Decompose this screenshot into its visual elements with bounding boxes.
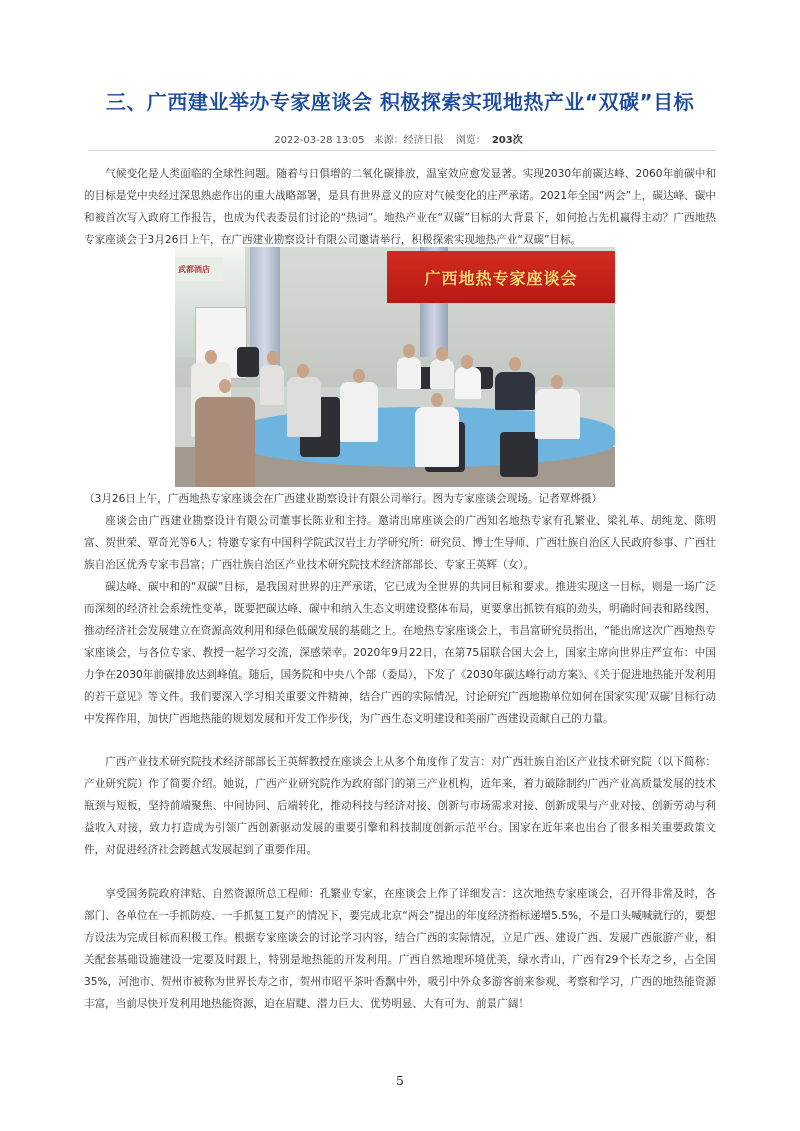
paragraph-wang-yinghui: 广西产业技术研究院技术经济部部长王英辉教授在座谈会上从多个角度作了发言：对广西壮族自治区产业技术研究院（以下简称：产业研究院）作了简要介绍。她说，广西产业研究院作为政府部门的第三产业机构，近年来，着力破除制约广西产业高质量发展的技术瓶颈与短板，坚持前端聚焦、中间协同、后端转化，推动科技与经济对接、创新与市场需求对接、创新成果与产业对接、创新劳动与利益收入对接，致力打造成为引领广西创新驱动发展的重要引擎和科技制度创新示范平台。国家在近年来也出台了很多相关重要政策文件，对促进经济社会跨越式发展起到了重要作用。: [84, 756, 716, 856]
article-meta: [60, 131, 740, 146]
views-count: 203次: [491, 135, 523, 146]
photo-caption: （3月26日上午，广西地热专家座谈会在广西建业勘察设计有限公司举行。图为专家座谈会现场。记者覃烨摄）: [84, 493, 603, 505]
article-title: 三、广西建业举办专家座谈会 积极探索实现地热产业“双碳”目标: [105, 90, 695, 114]
title-divider: [88, 150, 716, 151]
article-source: 来源：经济日报: [373, 135, 444, 146]
shop-sign: 武都酒店: [175, 257, 223, 281]
paragraph-dual-carbon: 碳达峰、碳中和的“双碳”目标，是我国对世界的庄严承诺，它已成为全世界的共同目标和要求。推进实现这一目标，则是一场广泛而深刻的经济社会系统性变革，既要把碳达峰、碳中和纳入生态文明建设整体布局，更要拿出抓铁有痕的劲头，明确时间表和路线图，推动经济社会发展建立在资源高效利用和绿色低碳发展的基础之上。在地热专家座谈会上，韦昌富研究员指出，“能出席这次广西地热专家座谈会，与各位专家、教授一起学习交流，深感荣幸。2020年9月22日，在第75届联合国大会上，国家主席向世界庄严宣布：中国力争在2030年前碳排放达到峰值。随后，国务院和中央八个部（委局），下发了《2030年碳达峰行动方案》、《关于促进地热能开发利用的若干意见》等文件。我们要深入学习相关重要文件精神，结合广西的实际情况，讨论研究广西地勘单位如何在国家实现‘双碳’目标行动中发挥作用，加快广西地热能的规划发展和开发工作步伐，为广西生态文明建设和美丽广西建设贡献自己的力量。: [84, 581, 716, 725]
views-label: 浏览： 203次: [455, 135, 523, 146]
meeting-photo: [175, 247, 615, 487]
paragraph-hosts: 座谈会由广西建业勘察设计有限公司董事长陈业和主持。邀请出席座谈会的广西知名地热专家有孔繁业、梁礼革、胡纯龙、陈明富、贺世荣、覃奇光等6人；特邀专家有中国科学院武汉岩土力学研究所：研究员、博士生导师、广西壮族自治区人民政府参事、广西壮族自治区优秀专家韦昌富；广西壮族自治区产业技术研究院技术经济部部长、专家王英辉（女）。: [84, 515, 716, 571]
publish-datetime: 2022-03-28 13:05: [274, 135, 365, 146]
paragraph-intro: 气候变化是人类面临的全球性问题。随着与日俱增的二氧化碳排放，温室效应愈发显著。实现2030年前碳达峰、2060年前碳中和的目标是党中央经过深思熟虑作出的重大战略部署，是具有世界意义的应对气候变化的庄严承诺。2021年全国“两会”上，碳达峰、碳中和被首次写入政府工作报告，也成为代表委员们讨论的“热词”。地热产业在“双碳”目标的大背景下，如何抢占先机赢得主动？广西地热专家座谈会于3月26日上午，在广西建业勘察设计有限公司邀请举行，积极探索实现地热产业“双碳”目标。: [84, 168, 716, 246]
paragraph-kong-fanye: 享受国务院政府津贴、自然资源所总工程师：孔繁业专家，在座谈会上作了详细发言：这次地热专家座谈会，召开得非常及时，各部门、各单位在一手抓防疫、一手抓复工复产的情况下，要完成北京“两会”提出的年度经济指标递增5.5%，不是口头喊喊就行的，要想方设法为完成目标而积极工作。根据专家座谈会的讨论学习内容，结合广西的实际情况，立足广西、建设广西、发展广西旅游产业，相关配套基础设施建设一定要及时跟上，特别是地热能的开发利用。广西自然地理环境优美，绿水青山，广西有29个长寿之乡，占全国35%，河池市、贺州市被称为世界长寿之市，贺州市昭平茶叶香飘中外，吸引中外众多游客前来参观、考察和学习，广西的地热能资源丰富，当前尽快开发利用地热能资源，迫在眉睫、潜力巨大、优势明显、大有可为、前景广阔！: [84, 888, 716, 1010]
page-number: 5: [396, 1074, 404, 1088]
meeting-banner: 广西地热专家座谈会: [387, 251, 615, 303]
